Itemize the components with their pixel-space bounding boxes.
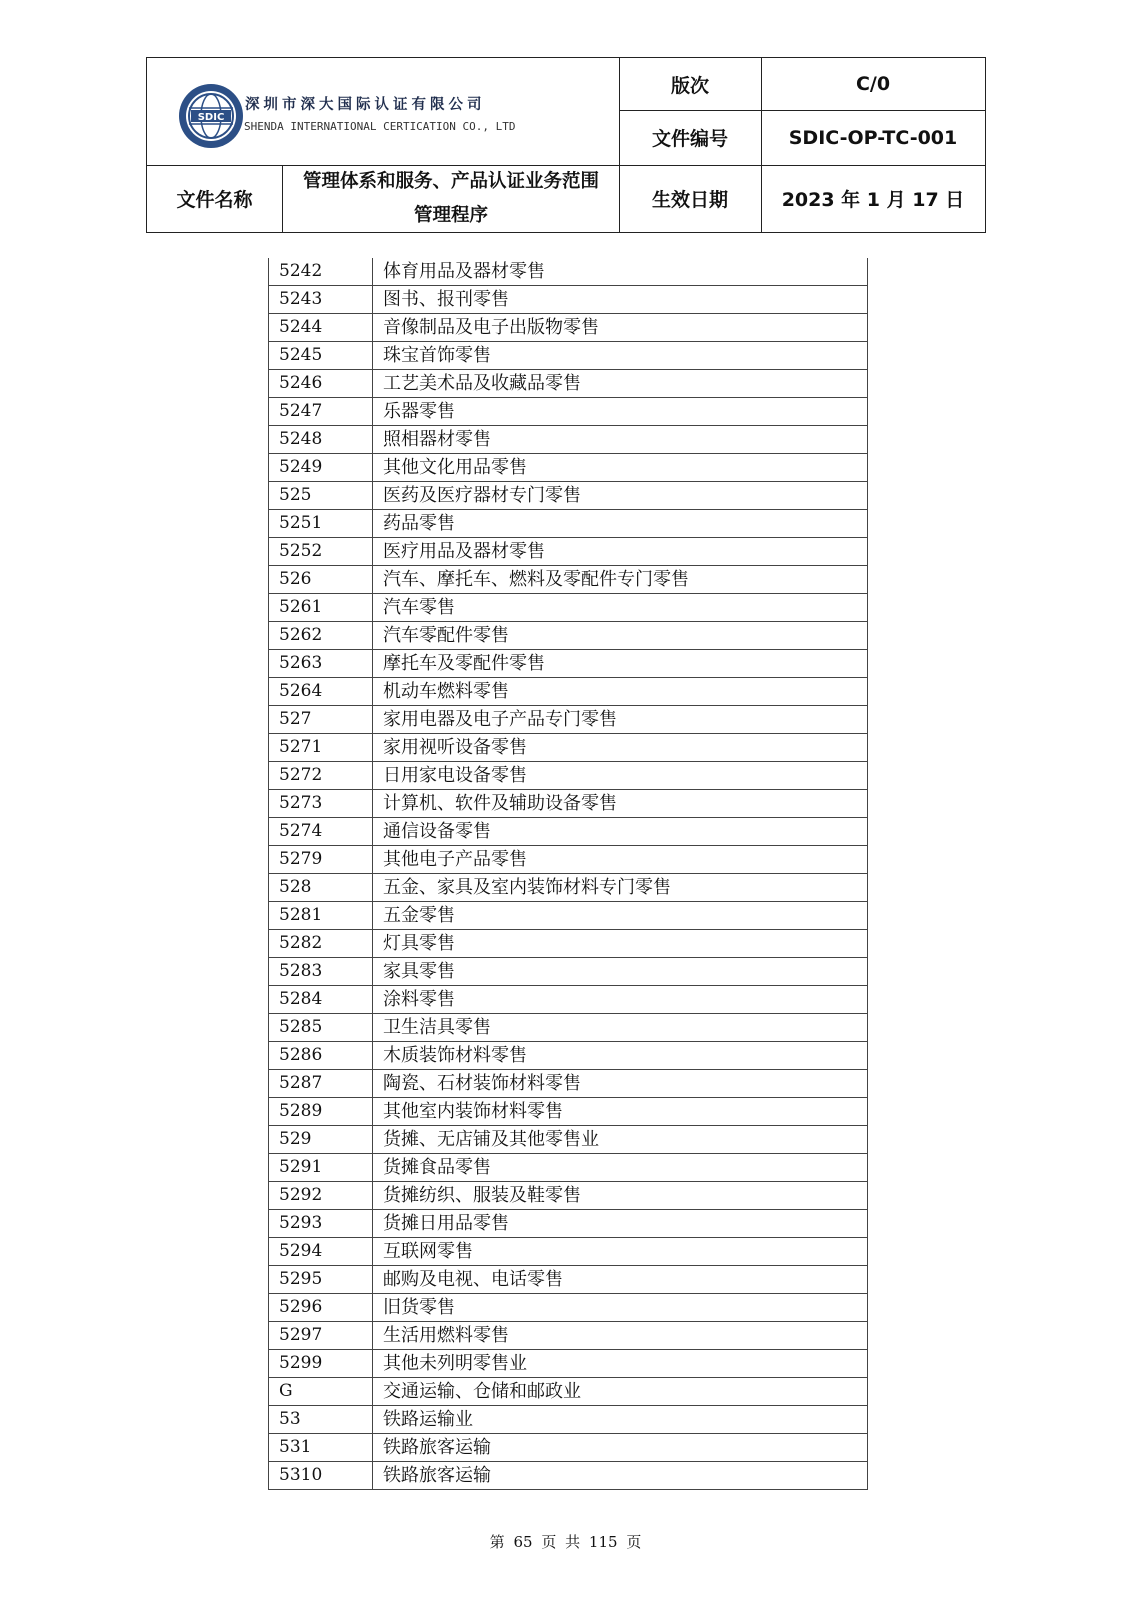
table-row: [269, 1014, 868, 1042]
table-row: [269, 1294, 868, 1322]
industry-name-cell: 家具零售: [373, 958, 868, 986]
industry-code-cell: 527: [269, 706, 373, 734]
industry-name-cell: 旧货零售: [373, 1294, 868, 1322]
table-row: [269, 1406, 868, 1434]
divider: [282, 165, 283, 232]
industry-name-cell: 灯具零售: [373, 930, 868, 958]
industry-name-cell: 其他电子产品零售: [373, 846, 868, 874]
industry-code-cell: 531: [269, 1434, 373, 1462]
industry-code-cell: 5284: [269, 986, 373, 1014]
industry-name-cell: 汽车、摩托车、燃料及零配件专门零售: [373, 566, 868, 594]
industry-name-cell: 货摊、无店铺及其他零售业: [373, 1126, 868, 1154]
industry-name-cell: 涂料零售: [373, 986, 868, 1014]
industry-name-cell: 其他室内装饰材料零售: [373, 1098, 868, 1126]
table-row: [269, 874, 868, 902]
table-body: [269, 258, 868, 1490]
table-row: [269, 902, 868, 930]
industry-name-cell: 五金零售: [373, 902, 868, 930]
table-row: [269, 1182, 868, 1210]
industry-code-cell: 5244: [269, 314, 373, 342]
industry-code-cell: 525: [269, 482, 373, 510]
table-row: [269, 1154, 868, 1182]
table-row: [269, 762, 868, 790]
table-row: [269, 1378, 868, 1406]
industry-code-cell: 5261: [269, 594, 373, 622]
table-row: [269, 818, 868, 846]
company-name-en: SHENDA INTERNATIONAL CERTICATION CO., LTD: [244, 120, 516, 133]
industry-name-cell: 乐器零售: [373, 398, 868, 426]
industry-name-cell: 铁路运输业: [373, 1406, 868, 1434]
industry-code-cell: 528: [269, 874, 373, 902]
industry-name-cell: 珠宝首饰零售: [373, 342, 868, 370]
table-row: [269, 1322, 868, 1350]
industry-name-cell: 汽车零配件零售: [373, 622, 868, 650]
company-name-cn: 深圳市深大国际认证有限公司: [245, 96, 486, 113]
table-row: [269, 706, 868, 734]
industry-name-cell: 五金、家具及室内装饰材料专门零售: [373, 874, 868, 902]
industry-code-cell: 5291: [269, 1154, 373, 1182]
industry-code-cell: 5271: [269, 734, 373, 762]
industry-code-cell: 5289: [269, 1098, 373, 1126]
industry-code-cell: 5285: [269, 1014, 373, 1042]
industry-code-cell: 529: [269, 1126, 373, 1154]
industry-code-cell: 5262: [269, 622, 373, 650]
industry-code-cell: 5251: [269, 510, 373, 538]
table-row: [269, 594, 868, 622]
industry-code-cell: G: [269, 1378, 373, 1406]
industry-name-cell: 机动车燃料零售: [373, 678, 868, 706]
industry-code-cell: 5246: [269, 370, 373, 398]
total-page-count: 115: [588, 1533, 618, 1551]
effective-label: 生效日期: [651, 189, 728, 211]
industry-name-cell: 工艺美术品及收藏品零售: [373, 370, 868, 398]
table-row: [269, 258, 868, 286]
table-row: [269, 1238, 868, 1266]
industry-name-cell: 铁路旅客运输: [373, 1462, 868, 1490]
industry-name-cell: 药品零售: [373, 510, 868, 538]
industry-code-cell: 5287: [269, 1070, 373, 1098]
table-row: [269, 398, 868, 426]
industry-code-cell: 5264: [269, 678, 373, 706]
industry-code-cell: 5243: [269, 286, 373, 314]
table-row: [269, 650, 868, 678]
industry-code-cell: 5299: [269, 1350, 373, 1378]
industry-name-cell: 木质装饰材料零售: [373, 1042, 868, 1070]
logo-badge-text: SDIC: [197, 112, 225, 123]
industry-code-cell: 5310: [269, 1462, 373, 1490]
industry-name-cell: 交通运输、仓储和邮政业: [373, 1378, 868, 1406]
table-row: [269, 510, 868, 538]
table-row: [269, 1070, 868, 1098]
table-row: [269, 622, 868, 650]
industry-name-cell: 体育用品及器材零售: [373, 258, 868, 286]
table-row: [269, 790, 868, 818]
industry-name-cell: 互联网零售: [373, 1238, 868, 1266]
docname-label: 文件名称: [176, 189, 253, 211]
industry-code-cell: 5286: [269, 1042, 373, 1070]
table-row: [269, 342, 868, 370]
industry-code-cell: 5272: [269, 762, 373, 790]
industry-code-cell: 5279: [269, 846, 373, 874]
version-value: C/0: [855, 73, 891, 95]
industry-code-cell: 5293: [269, 1210, 373, 1238]
industry-code-cell: 53: [269, 1406, 373, 1434]
table-row: [269, 930, 868, 958]
table-row: [269, 370, 868, 398]
industry-code-cell: 5249: [269, 454, 373, 482]
industry-name-cell: 其他文化用品零售: [373, 454, 868, 482]
docno-label: 文件编号: [651, 128, 728, 150]
table-row: [269, 1462, 868, 1490]
docno-value: SDIC-OP-TC-001: [788, 126, 958, 149]
table-row: [269, 734, 868, 762]
page-footer: [0, 1531, 1131, 1552]
industry-name-cell: 邮购及电视、电话零售: [373, 1266, 868, 1294]
footer-gong: 共: [565, 1533, 581, 1551]
industry-name-cell: 照相器材零售: [373, 426, 868, 454]
footer-ye: 页: [541, 1533, 557, 1551]
table-row: [269, 286, 868, 314]
table-row: [269, 482, 868, 510]
industry-name-cell: 家用视听设备零售: [373, 734, 868, 762]
table-row: [269, 1434, 868, 1462]
industry-name-cell: 计算机、软件及辅助设备零售: [373, 790, 868, 818]
industry-name-cell: 卫生洁具零售: [373, 1014, 868, 1042]
industry-name-cell: 家用电器及电子产品专门零售: [373, 706, 868, 734]
industry-code-cell: 5248: [269, 426, 373, 454]
table-row: [269, 678, 868, 706]
industry-code-cell: 5242: [269, 258, 373, 286]
industry-name-cell: 医疗用品及器材零售: [373, 538, 868, 566]
industry-name-cell: 医药及医疗器材专门零售: [373, 482, 868, 510]
current-page-number: 65: [513, 1533, 533, 1551]
industry-name-cell: 货摊食品零售: [373, 1154, 868, 1182]
industry-code-cell: 5281: [269, 902, 373, 930]
industry-code-table: [268, 258, 868, 1490]
industry-code-cell: 5297: [269, 1322, 373, 1350]
industry-code-cell: 5282: [269, 930, 373, 958]
table-row: [269, 314, 868, 342]
industry-name-cell: 图书、报刊零售: [373, 286, 868, 314]
table-row: [269, 1126, 868, 1154]
table-row: [269, 1042, 868, 1070]
industry-code-cell: 5292: [269, 1182, 373, 1210]
footer-di: 第: [489, 1533, 505, 1551]
industry-code-cell: 5247: [269, 398, 373, 426]
table-row: [269, 986, 868, 1014]
table-row: [269, 1350, 868, 1378]
document-header: [146, 57, 986, 233]
company-logo-icon: [177, 82, 245, 150]
industry-code-cell: 5295: [269, 1266, 373, 1294]
industry-name-cell: 通信设备零售: [373, 818, 868, 846]
table-row: [269, 426, 868, 454]
table-row: [269, 454, 868, 482]
table-row: [269, 1210, 868, 1238]
table-row: [269, 566, 868, 594]
industry-code-cell: 526: [269, 566, 373, 594]
effective-value: 2023 年 1 月 17 日: [781, 189, 965, 211]
industry-code-cell: 5294: [269, 1238, 373, 1266]
table-row: [269, 1266, 868, 1294]
industry-code-cell: 5274: [269, 818, 373, 846]
industry-name-cell: 摩托车及零配件零售: [373, 650, 868, 678]
table-row: [269, 846, 868, 874]
industry-name-cell: 货摊日用品零售: [373, 1210, 868, 1238]
industry-code-cell: 5273: [269, 790, 373, 818]
table-row: [269, 538, 868, 566]
industry-name-cell: 其他未列明零售业: [373, 1350, 868, 1378]
industry-name-cell: 音像制品及电子出版物零售: [373, 314, 868, 342]
table-row: [269, 1098, 868, 1126]
industry-code-cell: 5296: [269, 1294, 373, 1322]
industry-code-cell: 5245: [269, 342, 373, 370]
industry-code-cell: 5283: [269, 958, 373, 986]
version-label: 版次: [670, 74, 709, 97]
industry-name-cell: 日用家电设备零售: [373, 762, 868, 790]
industry-name-cell: 铁路旅客运输: [373, 1434, 868, 1462]
footer-ye: 页: [626, 1533, 642, 1551]
docname-value: 管理体系和服务、产品认证业务范围管理程序: [302, 170, 599, 226]
industry-code-cell: 5252: [269, 538, 373, 566]
table-row: [269, 958, 868, 986]
industry-name-cell: 汽车零售: [373, 594, 868, 622]
industry-name-cell: 生活用燃料零售: [373, 1322, 868, 1350]
industry-name-cell: 陶瓷、石材装饰材料零售: [373, 1070, 868, 1098]
industry-code-cell: 5263: [269, 650, 373, 678]
industry-name-cell: 货摊纺织、服装及鞋零售: [373, 1182, 868, 1210]
